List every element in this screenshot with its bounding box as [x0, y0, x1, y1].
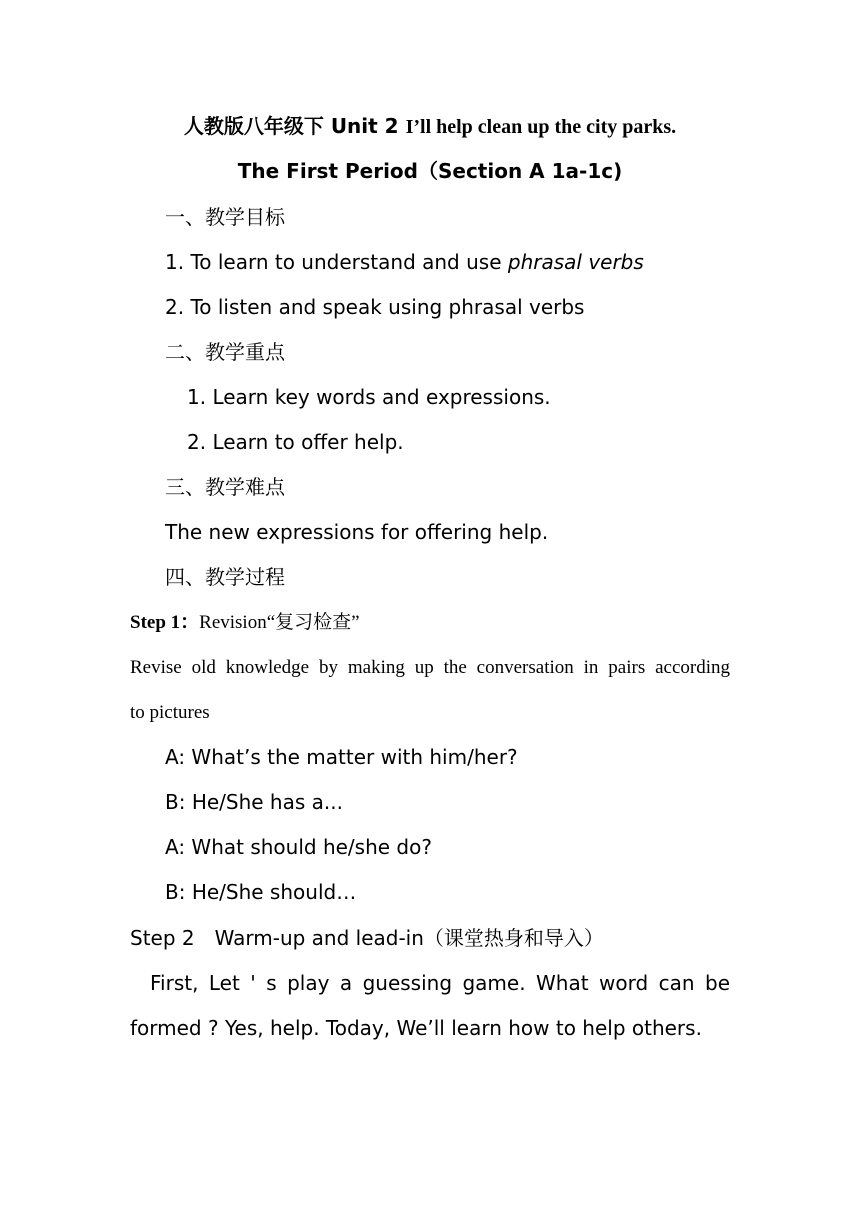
title-english: I’ll help clean up the city parks. — [405, 116, 677, 138]
key-point-2: 2. Learn to offer help. — [187, 430, 404, 454]
objective-1-text: 1. To learn to understand and use — [165, 250, 508, 274]
objective-1-italic: phrasal verbs — [507, 250, 644, 274]
step-1-text: Revision“复习检查” — [199, 612, 360, 633]
key-point-1: 1. Learn key words and expressions. — [187, 385, 551, 409]
step-1-heading — [130, 613, 360, 632]
difficulty-1: The new expressions for offering help. — [165, 520, 549, 544]
step-1-description-line-2: to pictures — [130, 702, 210, 723]
dialogue-line-3: A: What should he/she do? — [165, 835, 432, 859]
dialogue-line-1: A: What’s the matter with him/her? — [165, 745, 518, 769]
objectives-heading: 一、教学目标 — [165, 205, 285, 229]
step-1-description-line-1: Revise old knowledge by making up the conversation in pairs according — [130, 657, 730, 678]
process-heading: 四、教学过程 — [165, 565, 285, 589]
dialogue-line-2: B: He/She has a... — [165, 790, 343, 814]
title-chinese: 人教版八年级下 Unit 2 — [183, 114, 406, 138]
step-2-paragraph-line-1: First, Let ' s play a guessing game. What word can be — [150, 971, 730, 995]
document-subtitle: The First Period（Section A 1a-1c) — [237, 159, 623, 183]
dialogue-line-4: B: He/She should… — [165, 880, 357, 904]
step-2-paragraph-line-2: formed ? Yes, help. Today, We’ll learn how to help others. — [130, 1016, 702, 1040]
step-1-label: Step 1： — [130, 612, 200, 633]
difficulties-heading: 三、教学难点 — [165, 475, 285, 499]
objective-2: 2. To listen and speak using phrasal verbs — [165, 295, 585, 319]
key-points-heading: 二、教学重点 — [165, 340, 285, 364]
step-2-heading: Step 2 Warm-up and lead-in（课堂热身和导入） — [130, 926, 604, 950]
document-title — [0, 116, 860, 137]
objective-1 — [165, 252, 644, 272]
